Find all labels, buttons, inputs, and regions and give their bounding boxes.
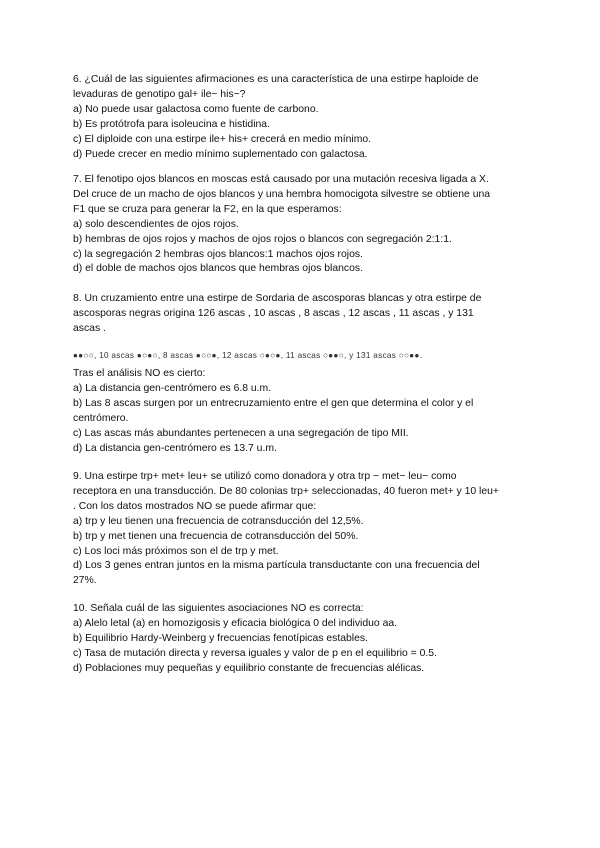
- question-7-option-d: d) el doble de machos ojos blancos que hembras ojos blancos.: [73, 263, 363, 275]
- question-6-option-d: d) Puede crecer en medio mínimo suplementado con galactosa.: [73, 148, 368, 160]
- question-8-option-d: d) La distancia gen-centrómero es 13.7 u.m.: [73, 442, 277, 454]
- question-10-option-d: d) Poblaciones muy pequeñas y equilibrio constante de frecuencias alélicas.: [73, 662, 425, 674]
- question-10-line: 10. Señala cuál de las siguientes asociaciones NO es correcta:: [73, 603, 364, 614]
- ascospore-sequence: ●●○○, 10 ascas ●○●○, 8 ascas ●○○●, 12 ascas ○●○●, 11 ascas ○●●○, y 131 ascas ○○●●.: [73, 351, 423, 360]
- question-6: [73, 73, 535, 162]
- question-9: [73, 470, 535, 589]
- question-10-option-b: b) Equilibrio Hardy-Weinberg y frecuencias fenotípicas estables.: [73, 632, 368, 644]
- question-8-option-b: b) Las 8 ascas surgen por un entrecruzamiento entre el gen que determina el color y el: [73, 397, 474, 409]
- question-8-option-b-cont: centrómero.: [73, 412, 129, 424]
- question-8-prompt: Tras el análisis NO es cierto:: [73, 368, 206, 379]
- question-9-option-b: b) trp y met tienen una frecuencia de cotransducción del 50%.: [73, 530, 359, 542]
- question-7-option-b: b) hembras de ojos rojos y machos de ojos rojos o blancos con segregación 2:1:1.: [73, 233, 452, 245]
- question-6-option-a: a) No puede usar galactosa como fuente de carbono.: [73, 103, 319, 115]
- question-9-option-a: a) trp y leu tienen una frecuencia de cotransducción del 12,5%.: [73, 515, 364, 527]
- question-8-option-a: a) La distancia gen-centrómero es 6.8 u.m.: [73, 382, 272, 394]
- question-8-line: ascas .: [73, 322, 106, 334]
- question-8-line: 8. Un cruzamiento entre una estirpe de Sordaria de ascosporas blancas y otra estirpe de: [73, 293, 482, 304]
- question-9-option-d-cont: 27%.: [73, 575, 97, 587]
- question-6-option-b: b) Es protótrofa para isoleucina e histidina.: [73, 118, 270, 130]
- question-8-continuation: [73, 367, 535, 456]
- question-9-option-c: c) Los loci más próximos son el de trp y met.: [73, 545, 279, 557]
- question-9-line: . Con los datos mostrados NO se puede afirmar que:: [73, 500, 317, 512]
- question-10-option-c: c) Tasa de mutación directa y reversa iguales y valor de p en el equilibrio = 0.5.: [73, 647, 437, 659]
- question-10: [73, 602, 535, 677]
- question-10-option-a: a) Alelo letal (a) en homozigosis y eficacia biológica 0 del individuo aa.: [73, 617, 398, 629]
- question-7-line: Del cruce de un macho de ojos blancos y una hembra homocigota silvestre se obtiene una: [73, 188, 491, 200]
- question-7: [73, 173, 535, 277]
- question-8-line: ascosporas negras origina 126 ascas , 10 ascas , 8 ascas , 12 ascas , 11 ascas , y 131: [73, 307, 474, 319]
- question-9-line: 9. Una estirpe trp+ met+ leu+ se utilizó como donadora y otra trp − met− leu− como: [73, 471, 457, 482]
- question-7-option-c: c) la segregación 2 hembras ojos blancos:1 machos ojos rojos.: [73, 248, 363, 260]
- question-9-line: receptora en una transducción. De 80 colonias trp+ seleccionadas, 40 fueron met+ y 10 leu+: [73, 485, 499, 497]
- question-7-option-a: a) solo descendientes de ojos rojos.: [73, 218, 239, 230]
- question-8-option-c: c) Las ascas más abundantes pertenecen a una segregación de tipo MII.: [73, 427, 409, 439]
- question-7-line: 7. El fenotipo ojos blancos en moscas está causado por una mutación recesiva ligada a X.: [73, 174, 489, 185]
- question-6-option-c: c) El diploide con una estirpe ile+ his+ crecerá en medio mínimo.: [73, 133, 372, 145]
- question-6-line: levaduras de genotipo gal+ ile− his−?: [73, 88, 246, 100]
- question-6-line: 6. ¿Cuál de las siguientes afirmaciones es una característica de una estirpe haploide de: [73, 74, 479, 85]
- question-9-option-d: d) Los 3 genes entran juntos en la misma partícula transductante con una frecuencia del: [73, 560, 480, 572]
- question-7-line: F1 que se cruza para generar la F2, en la que esperamos:: [73, 203, 342, 215]
- question-8: [73, 292, 535, 337]
